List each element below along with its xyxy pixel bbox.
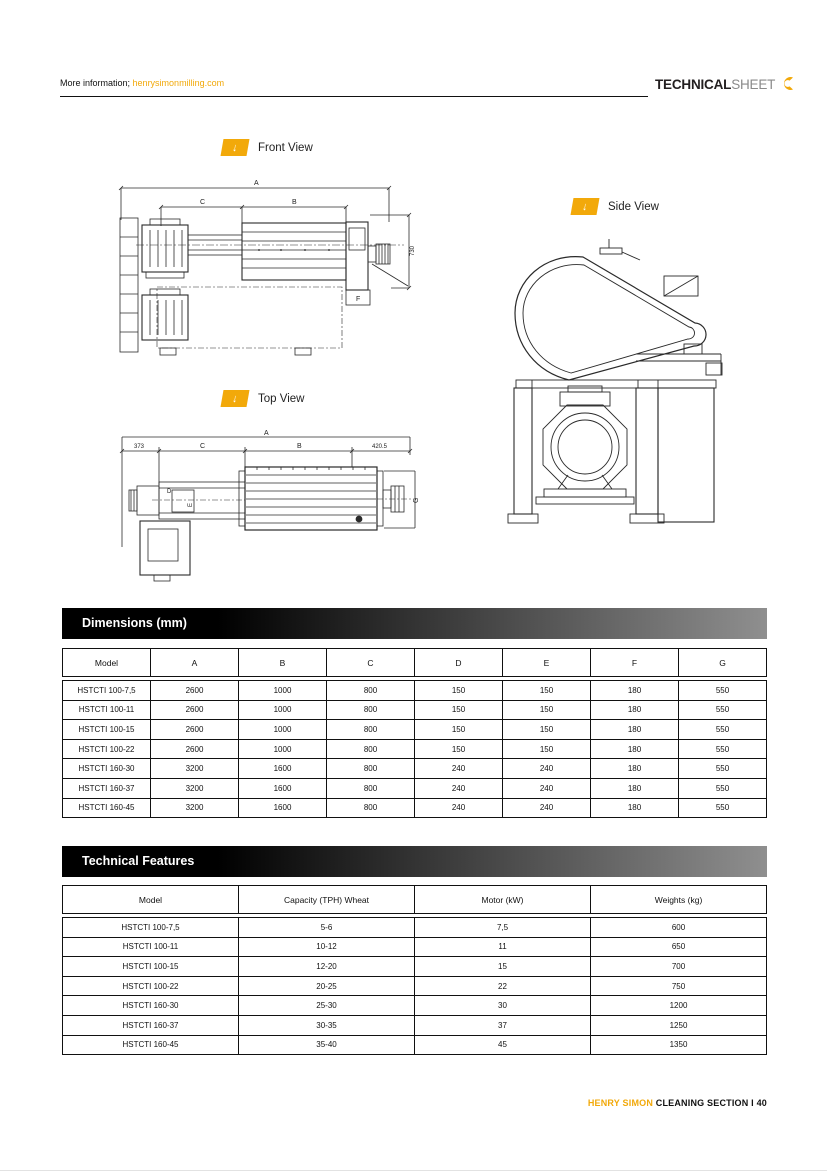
table-cell: 180: [591, 681, 679, 701]
table-cell: 20-25: [239, 976, 415, 996]
table-cell: 150: [503, 700, 591, 720]
table-row: [63, 976, 767, 996]
table-cell: 150: [503, 739, 591, 759]
table-row: [63, 759, 767, 779]
table-row: [63, 720, 767, 740]
table-cell: HSTCTI 100-7,5: [63, 918, 239, 938]
table-cell: 150: [503, 720, 591, 740]
technical-sheet-logo: [655, 76, 794, 94]
table-cell: 1200: [591, 996, 767, 1016]
table-cell: 240: [415, 778, 503, 798]
table-cell: HSTCTI 160-30: [63, 996, 239, 1016]
top-dim-4205-label: 420.5: [372, 444, 388, 450]
table-cell: HSTCTI 160-45: [63, 798, 151, 818]
top-dim-b-label: B: [297, 443, 302, 450]
side-view-text: Side View: [608, 200, 659, 213]
table-cell: 22: [415, 976, 591, 996]
table-cell: 11: [415, 937, 591, 957]
logo-bold-text: TECHNICAL: [655, 77, 732, 92]
down-arrow-badge-icon: ↓: [571, 198, 600, 215]
table-cell: 800: [327, 778, 415, 798]
table-row: [63, 1015, 767, 1035]
table-cell: 7,5: [415, 918, 591, 938]
table-row: [63, 798, 767, 818]
table-row: [63, 918, 767, 938]
table-cell: 180: [591, 720, 679, 740]
table-row: [63, 778, 767, 798]
table-cell: 800: [327, 739, 415, 759]
front-dim-c-label: C: [200, 199, 206, 206]
features-table-body: [62, 917, 767, 1055]
dimensions-table-header: [62, 648, 767, 677]
column-header: Weights (kg): [591, 886, 767, 914]
table-cell: 1600: [239, 798, 327, 818]
table-cell: 800: [327, 759, 415, 779]
table-cell: HSTCTI 100-7,5: [63, 681, 151, 701]
table-cell: 150: [503, 681, 591, 701]
column-header: C: [327, 649, 415, 677]
table-cell: 550: [679, 739, 767, 759]
table-cell: 650: [591, 937, 767, 957]
table-cell: 240: [503, 778, 591, 798]
website-link[interactable]: henrysimonmilling.com: [132, 78, 225, 88]
table-cell: 550: [679, 778, 767, 798]
top-view-text: Top View: [258, 392, 305, 405]
table-cell: 550: [679, 759, 767, 779]
column-header: G: [679, 649, 767, 677]
table-cell: 240: [415, 759, 503, 779]
table-cell: HSTCTI 100-11: [63, 937, 239, 957]
column-header: A: [151, 649, 239, 677]
table-row: [63, 1035, 767, 1055]
table-cell: 180: [591, 700, 679, 720]
table-cell: 800: [327, 720, 415, 740]
top-view-label: [222, 390, 304, 407]
column-header: F: [591, 649, 679, 677]
table-cell: 150: [415, 720, 503, 740]
table-cell: 1600: [239, 759, 327, 779]
table-cell: 240: [503, 759, 591, 779]
table-cell: 800: [327, 798, 415, 818]
table-cell: 1350: [591, 1035, 767, 1055]
front-dim-f-label: F: [356, 296, 361, 303]
table-cell: 12-20: [239, 957, 415, 977]
table-row: [63, 957, 767, 977]
table-cell: 150: [415, 681, 503, 701]
table-cell: 180: [591, 778, 679, 798]
table-cell: 2600: [151, 681, 239, 701]
table-cell: 1000: [239, 720, 327, 740]
table-cell: 180: [591, 739, 679, 759]
footer-brand: HENRY SIMON: [587, 1098, 654, 1108]
footer-section: CLEANING SECTION: [655, 1098, 749, 1108]
table-row: [63, 937, 767, 957]
side-view-label: [572, 198, 659, 215]
table-cell: 750: [591, 976, 767, 996]
down-arrow-badge-icon: ↓: [221, 390, 250, 407]
column-header: Model: [63, 649, 151, 677]
top-dim-a-label: A: [264, 430, 269, 437]
table-cell: HSTCTI 100-22: [63, 739, 151, 759]
column-header: Motor (kW): [415, 886, 591, 914]
footer-divider: I: [751, 1098, 754, 1108]
front-view-text: Front View: [258, 141, 313, 154]
table-cell: HSTCTI 160-37: [63, 778, 151, 798]
table-cell: 10-12: [239, 937, 415, 957]
table-cell: 150: [415, 739, 503, 759]
features-table-header: [62, 885, 767, 914]
more-information-label: More information;: [60, 78, 131, 88]
table-cell: 550: [679, 700, 767, 720]
table-cell: 180: [591, 798, 679, 818]
table-row: [63, 996, 767, 1016]
column-header: Model: [63, 886, 239, 914]
table-cell: 1000: [239, 681, 327, 701]
table-cell: 3200: [151, 778, 239, 798]
table-cell: 550: [679, 798, 767, 818]
table-cell: 37: [415, 1015, 591, 1035]
table-cell: 45: [415, 1035, 591, 1055]
table-cell: 1000: [239, 700, 327, 720]
header-divider: [60, 96, 648, 97]
table-cell: 150: [415, 700, 503, 720]
table-cell: 240: [415, 798, 503, 818]
front-dim-730-label: 730: [410, 245, 416, 256]
column-header: E: [503, 649, 591, 677]
table-row: [63, 681, 767, 701]
table-cell: 1250: [591, 1015, 767, 1035]
column-header: D: [415, 649, 503, 677]
table-cell: HSTCTI 160-37: [63, 1015, 239, 1035]
side-view-drawing: [488, 232, 763, 537]
table-cell: 550: [679, 720, 767, 740]
table-cell: HSTCTI 100-22: [63, 976, 239, 996]
footer-page-number: 40: [756, 1098, 767, 1108]
table-cell: 180: [591, 759, 679, 779]
table-cell: HSTCTI 160-45: [63, 1035, 239, 1055]
table-cell: 25-30: [239, 996, 415, 1016]
front-dim-b-label: B: [292, 199, 297, 206]
page-footer: [588, 1098, 767, 1108]
front-dim-a-label: A: [254, 180, 259, 187]
front-view-label: [222, 139, 313, 156]
table-cell: 3200: [151, 759, 239, 779]
table-cell: 700: [591, 957, 767, 977]
column-header: B: [239, 649, 327, 677]
top-dim-g-label: G: [413, 497, 420, 503]
more-information-text: [60, 78, 224, 88]
top-dim-c-label: C: [200, 443, 206, 450]
table-cell: 550: [679, 681, 767, 701]
table-row: [63, 739, 767, 759]
top-dim-d-label: D: [167, 489, 172, 495]
table-cell: 30-35: [239, 1015, 415, 1035]
column-header: Capacity (TPH) Wheat: [239, 886, 415, 914]
down-arrow-badge-icon: ↓: [221, 139, 250, 156]
table-cell: 35-40: [239, 1035, 415, 1055]
dimensions-section-header: Dimensions (mm): [62, 608, 767, 639]
logo-light-text: SHEET: [731, 77, 775, 92]
table-cell: 5-6: [239, 918, 415, 938]
table-cell: 800: [327, 700, 415, 720]
table-cell: 1600: [239, 778, 327, 798]
table-cell: 600: [591, 918, 767, 938]
table-cell: 2600: [151, 739, 239, 759]
top-dim-e-label: E: [188, 502, 194, 507]
table-cell: HSTCTI 100-15: [63, 957, 239, 977]
table-cell: 30: [415, 996, 591, 1016]
table-cell: HSTCTI 160-30: [63, 759, 151, 779]
table-cell: HSTCTI 100-11: [63, 700, 151, 720]
table-cell: 15: [415, 957, 591, 977]
table-cell: 800: [327, 681, 415, 701]
brand-mark-icon: [781, 76, 794, 94]
table-cell: 2600: [151, 720, 239, 740]
front-view-drawing: [108, 176, 426, 378]
top-view-drawing: [112, 427, 432, 589]
table-cell: 240: [503, 798, 591, 818]
features-section-header: Technical Features: [62, 846, 767, 877]
dimensions-table-body: [62, 680, 767, 818]
table-cell: 2600: [151, 700, 239, 720]
table-cell: 1000: [239, 739, 327, 759]
table-cell: 3200: [151, 798, 239, 818]
table-row: [63, 700, 767, 720]
table-cell: HSTCTI 100-15: [63, 720, 151, 740]
top-dim-373-label: 373: [134, 444, 145, 450]
